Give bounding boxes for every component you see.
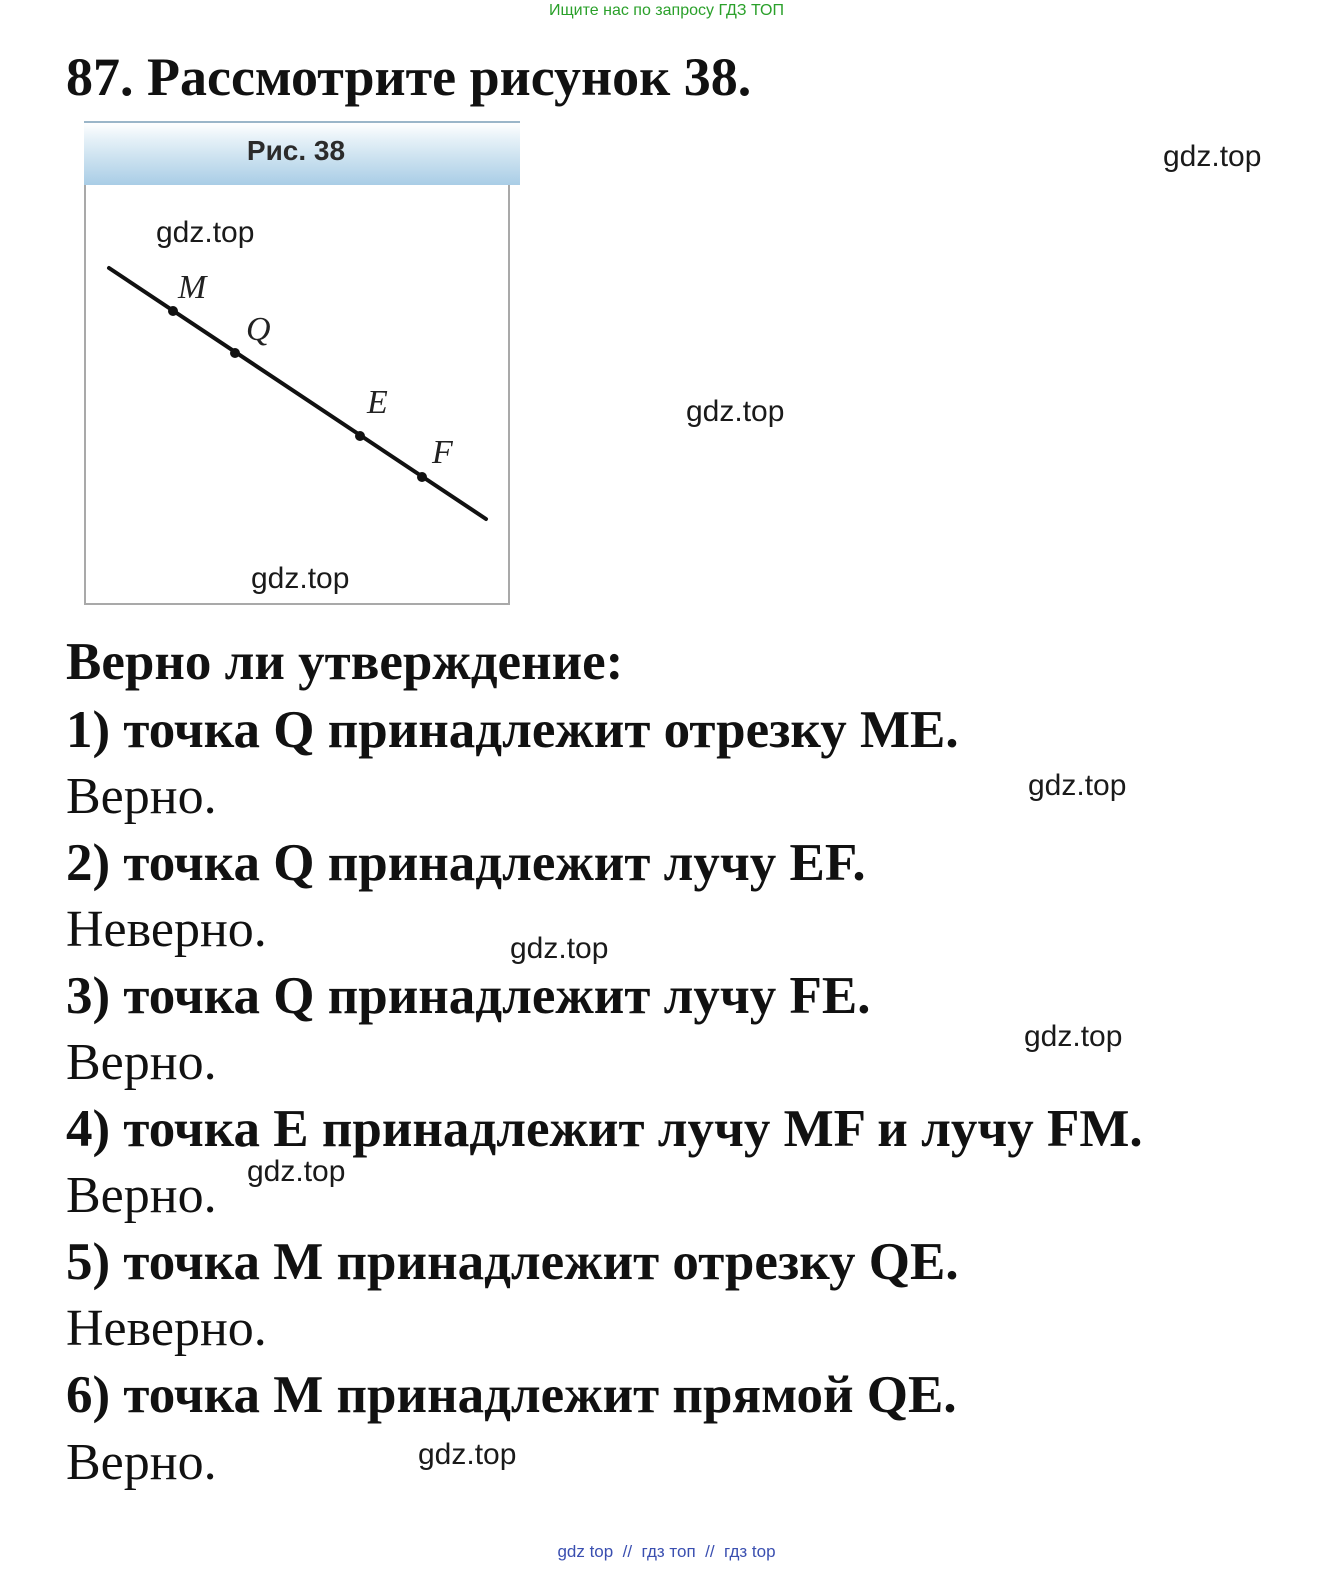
statement-3: 3) точка Q принадлежит лучу FE. xyxy=(66,967,871,1025)
watermark: gdz.top xyxy=(251,562,350,595)
watermark: gdz.top xyxy=(418,1438,517,1471)
prompt: Верно ли утверждение: xyxy=(66,633,624,691)
statement-5: 5) точка M принадлежит отрезку QE. xyxy=(66,1233,959,1291)
answer-4: Верно. xyxy=(66,1167,217,1224)
watermark: gdz.top xyxy=(510,932,609,965)
figure-caption: Рис. 38 xyxy=(246,135,346,166)
footer-links[interactable]: gdz top // гдз топ // гдз top xyxy=(557,1542,776,1561)
point-q-label: Q xyxy=(246,311,271,348)
point-f-dot xyxy=(417,472,427,482)
point-e-label: E xyxy=(367,384,388,421)
answer-5: Неверно. xyxy=(66,1300,267,1357)
watermark: gdz.top xyxy=(1028,769,1127,802)
answer-2: Неверно. xyxy=(66,901,267,958)
point-q-dot xyxy=(230,348,240,358)
line-segment xyxy=(109,268,486,519)
watermark: gdz.top xyxy=(686,395,785,428)
watermark: gdz.top xyxy=(1163,140,1262,173)
watermark: gdz.top xyxy=(247,1155,346,1188)
answer-6: Верно. xyxy=(66,1434,217,1491)
statement-6: 6) точка M принадлежит прямой QE. xyxy=(66,1366,957,1424)
top-banner[interactable]: Ищите нас по запросу ГДЗ ТОП xyxy=(549,2,784,19)
watermark: gdz.top xyxy=(1024,1020,1123,1053)
point-m-dot xyxy=(168,306,178,316)
point-f-label: F xyxy=(432,434,453,471)
answer-3: Верно. xyxy=(66,1034,217,1091)
statement-4: 4) точка E принадлежит лучу MF и лучу FM. xyxy=(66,1100,1143,1158)
task-heading: 87. Рассмотрите рисунок 38. xyxy=(66,47,752,107)
statement-1: 1) точка Q принадлежит отрезку ME. xyxy=(66,701,959,759)
watermark: gdz.top xyxy=(156,216,255,249)
answer-1: Верно. xyxy=(66,768,217,825)
point-e-dot xyxy=(355,431,365,441)
statement-2: 2) точка Q принадлежит лучу EF. xyxy=(66,834,866,892)
figure-drawing xyxy=(84,121,520,605)
point-m-label: M xyxy=(178,269,207,306)
figure-38 xyxy=(84,121,520,605)
